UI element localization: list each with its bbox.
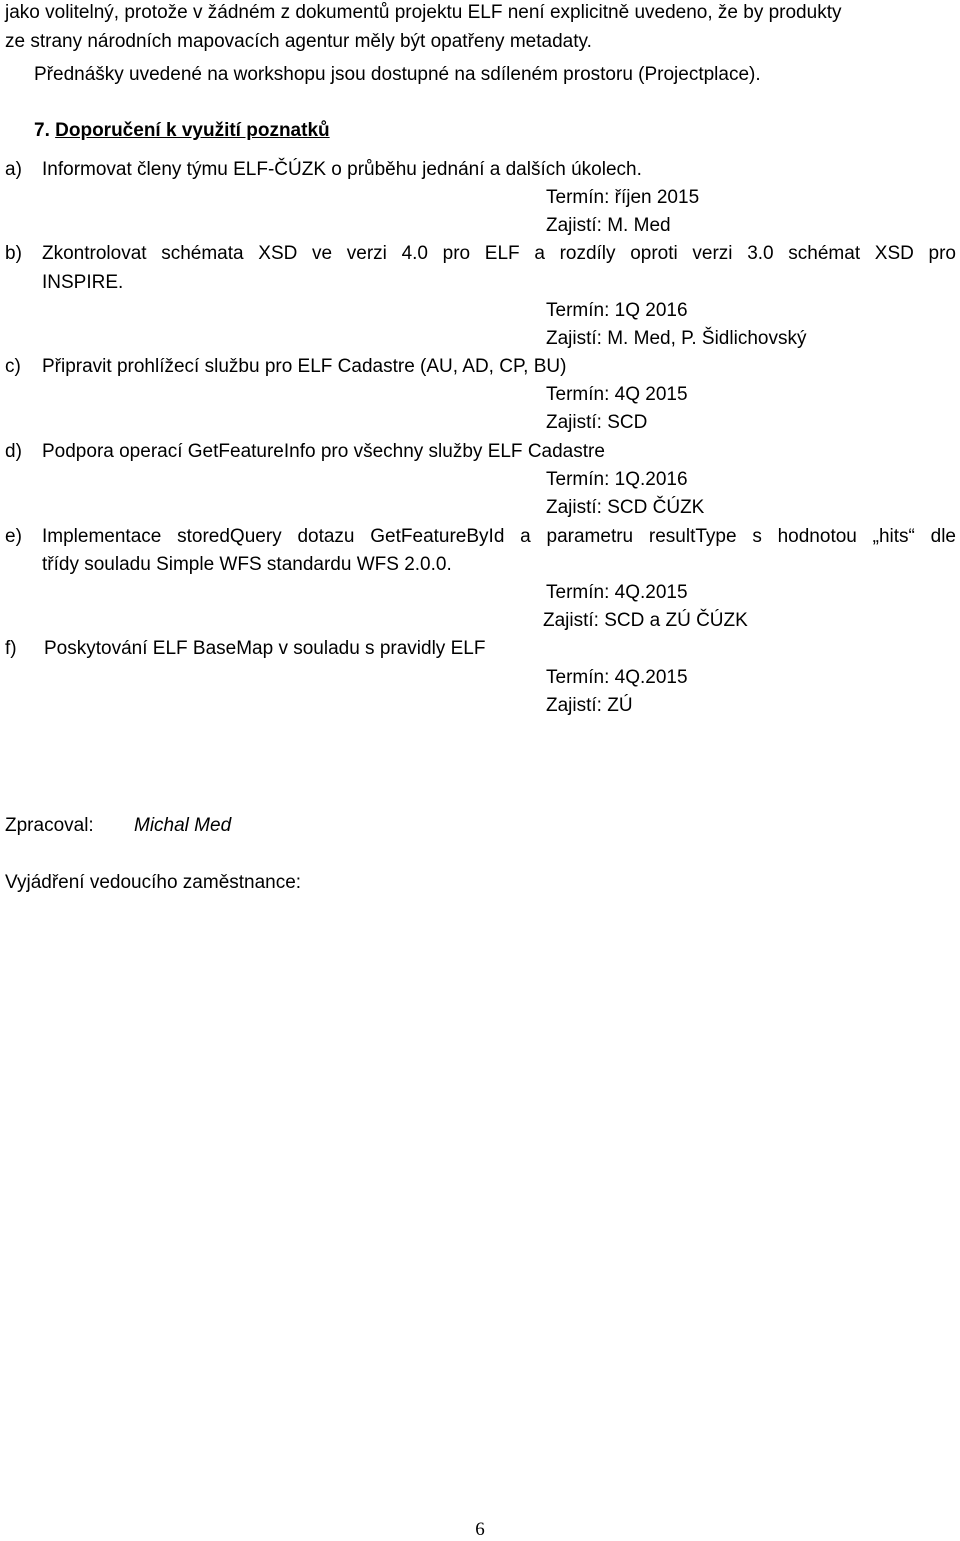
item-b-text-continued: INSPIRE.: [42, 272, 124, 293]
item-text: Připravit prohlížecí službu pro ELF Cadastre (AU, AD, CP, BU): [42, 356, 567, 377]
intro-line-3: Přednášky uvedené na workshopu jsou dostupné na sdíleném prostoru (Projectplace).: [34, 64, 761, 85]
processed-by-name: Michal Med: [134, 815, 232, 836]
item-label: b): [5, 243, 22, 264]
item-b-termin: Termín: 1Q 2016: [546, 300, 688, 321]
item-f-zajisti: Zajistí: ZÚ: [546, 695, 633, 716]
section-number: 7.: [34, 120, 50, 141]
section-title: Doporučení k využití poznatků: [55, 120, 330, 141]
item-label: d): [5, 441, 22, 462]
item-b-zajisti: Zajistí: M. Med, P. Šidlichovský: [546, 328, 807, 349]
item-e-termin: Termín: 4Q.2015: [546, 582, 688, 603]
supervisor-statement-label: Vyjádření vedoucího zaměstnance:: [5, 872, 302, 893]
item-b-text: Zkontrolovat schémata XSD ve verzi 4.0 pro ELF a rozdíly oproti verzi 3.0 schémat XSD pro: [42, 243, 956, 264]
intro-line-1: jako volitelný, protože v žádném z dokumentů projektu ELF není explicitně uvedeno, že by produkty: [5, 2, 842, 23]
item-a-termin: Termín: říjen 2015: [546, 187, 700, 208]
item-f-termin: Termín: 4Q.2015: [546, 667, 688, 688]
item-text: Informovat členy týmu ELF-ČÚZK o průběhu jednání a dalších úkolech.: [42, 159, 642, 180]
item-d-zajisti: Zajistí: SCD ČÚZK: [546, 497, 705, 518]
item-text: Poskytování ELF BaseMap v souladu s pravidly ELF: [44, 638, 486, 659]
item-label: f): [5, 638, 17, 659]
item-label: c): [5, 356, 21, 377]
processed-by-label: Zpracoval:: [5, 815, 94, 836]
item-c-termin: Termín: 4Q 2015: [546, 384, 688, 405]
page-number: 6: [475, 1519, 485, 1540]
item-e-text-continued: třídy souladu Simple WFS standardu WFS 2.0.0.: [42, 554, 452, 575]
section-heading: [34, 120, 330, 142]
item-c-zajisti: Zajistí: SCD: [546, 412, 648, 433]
item-text: Podpora operací GetFeatureInfo pro všechny služby ELF Cadastre: [42, 441, 605, 462]
item-d-termin: Termín: 1Q.2016: [546, 469, 688, 490]
item-a-zajisti: Zajistí: M. Med: [546, 215, 671, 236]
item-e-text: Implementace storedQuery dotazu GetFeatureById a parametru resultType s hodnotou „hits“ dle: [42, 526, 956, 547]
item-label: a): [5, 159, 22, 180]
item-label: e): [5, 526, 22, 547]
intro-line-2: ze strany národních mapovacích agentur měly být opatřeny metadaty.: [5, 31, 592, 52]
item-e-zajisti: Zajistí: SCD a ZÚ ČÚZK: [543, 610, 748, 631]
